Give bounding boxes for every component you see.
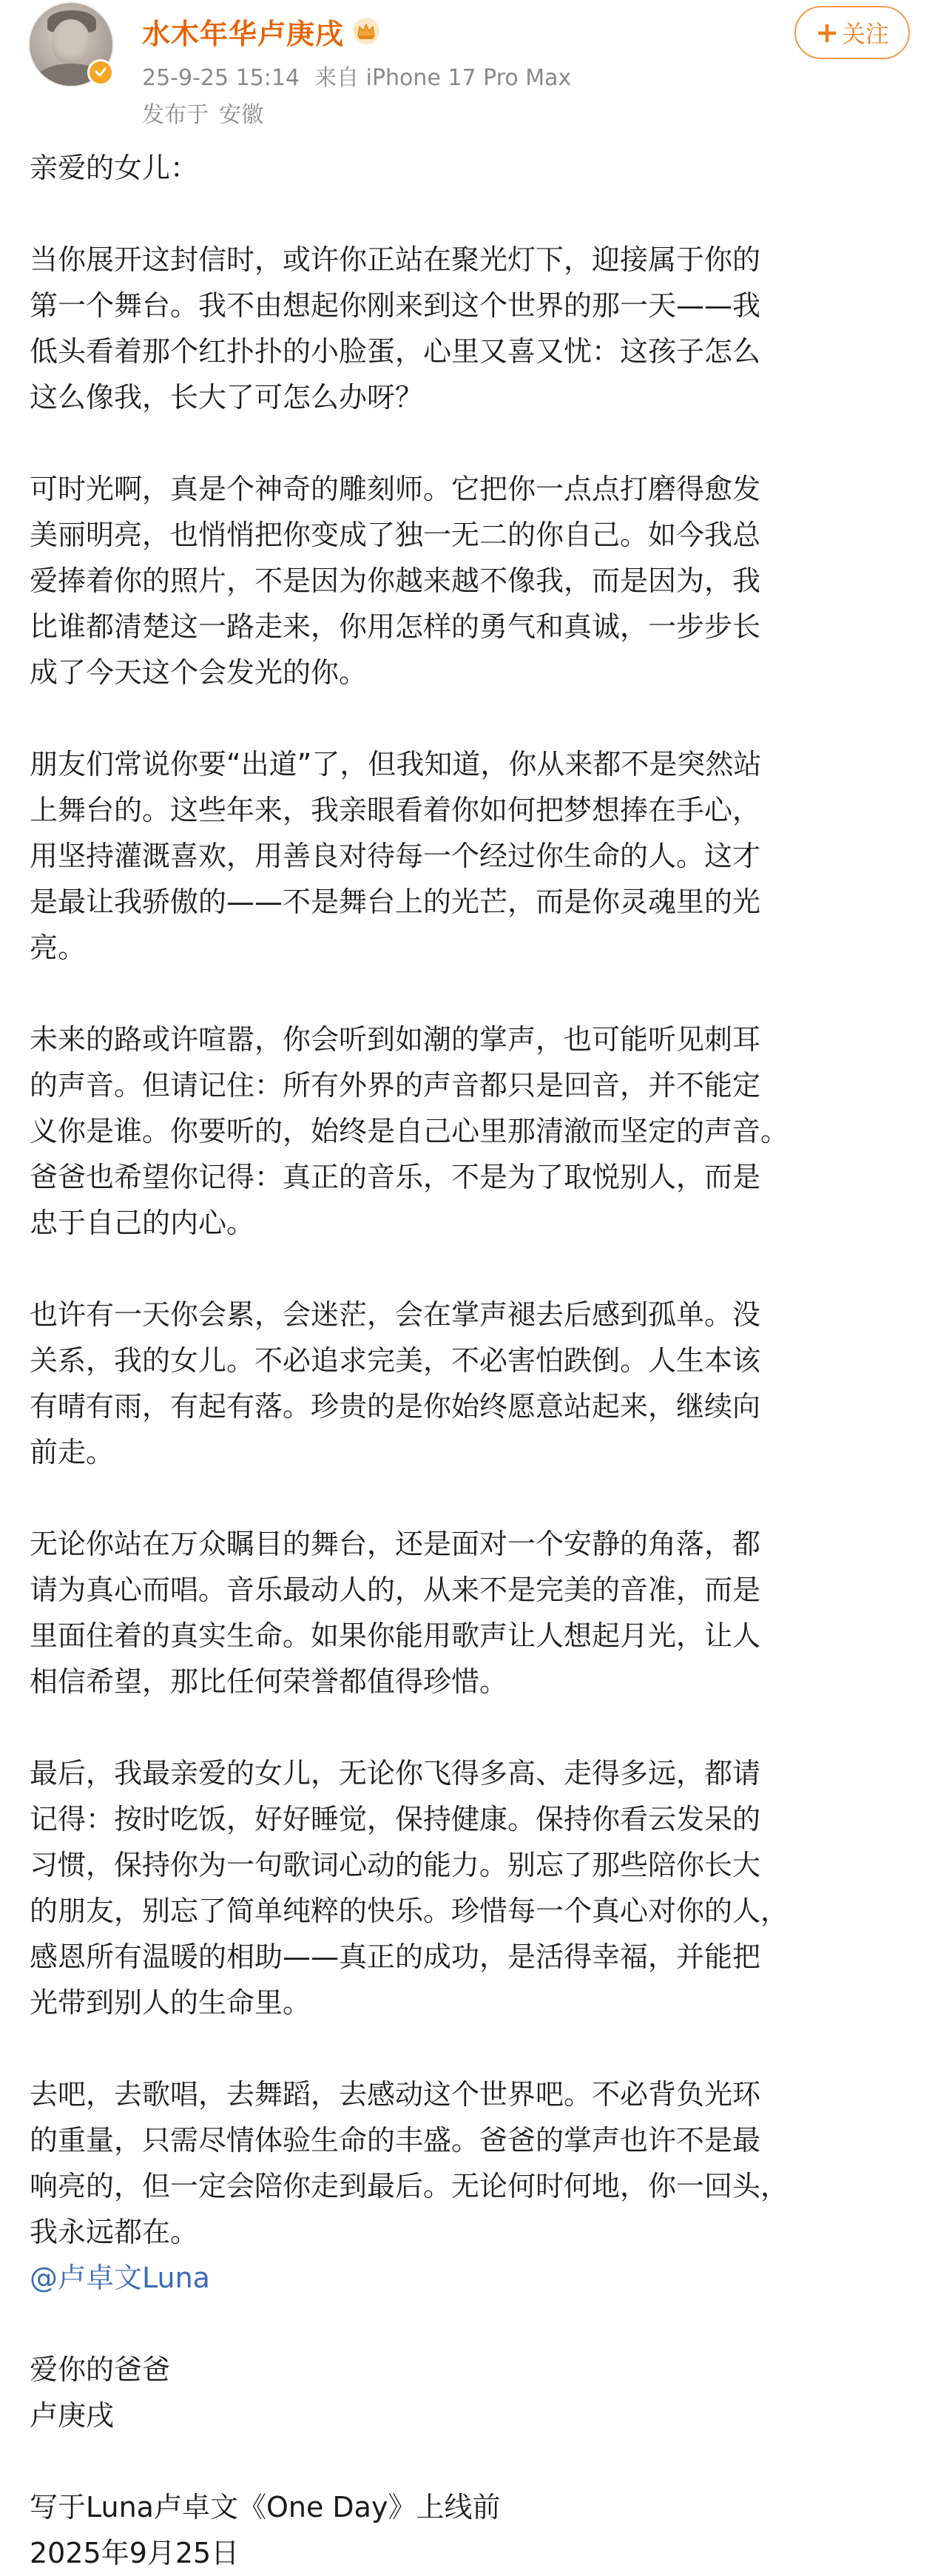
mention-link[interactable]: @卢卓文Luna bbox=[30, 2262, 210, 2294]
post-location bbox=[142, 96, 274, 129]
paragraph: 未来的路或许喧嚣，你会听到如潮的掌声，也可能听见刺耳 的声音。但请记住：所有外界的声音都只是回音，并不能定 义你是谁。你要听的，始终是自己心里那清澈而坚定的声音。 爸爸也希望你记得：真正的音乐，不是为了取悦别人，而是 忠于自己的内心。 bbox=[30, 1023, 789, 1239]
paragraph: 当你展开这封信时，或许你正站在聚光灯下，迎接属于你的 第一个舞台。我不由想起你刚来到这个世界的那一天——我 低头看着那个红扑扑的小脸蛋，心里又喜又忧：这孩子怎么 这么像我，长大了可怎么办呀？ bbox=[30, 243, 761, 414]
greeting: 亲爱的女儿： bbox=[30, 152, 199, 184]
post-device: 来自 iPhone 17 Pro Max bbox=[314, 65, 572, 91]
plus-icon: + bbox=[815, 16, 839, 49]
sign-off-line: 爱你的爸爸 bbox=[30, 2353, 171, 2386]
crown-icon bbox=[351, 16, 381, 46]
footer-date: 2025年9月25日 bbox=[30, 2537, 240, 2569]
post-content bbox=[30, 145, 910, 2576]
location-value: 安徽 bbox=[219, 102, 263, 128]
paragraph: 也许有一天你会累，会迷茫，会在掌声褪去后感到孤单。没 关系，我的女儿。不必追求完美，不必害怕跌倒。人生本该 有晴有雨，有起有落。珍贵的是你始终愿意站起来，继续向 前走。 bbox=[30, 1298, 761, 1469]
paragraph: 朋友们常说你要“出道”了，但我知道，你从来都不是突然站 上舞台的。这些年来，我亲眼看着你如何把梦想捧在手心， 用坚持灌溉喜欢，用善良对待每一个经过你生命的人。这才 是最让我骄傲的——不是舞台上的光芒，而是你灵魂里的光 亮。 bbox=[30, 748, 762, 964]
paragraph: 无论你站在万众瞩目的舞台，还是面对一个安静的角落，都 请为真心而唱。音乐最动人的，从来不是完美的音准，而是 里面住着的真实生命。如果你能用歌声让人想起月光，让人 相信希望，那比任何荣誉都值得珍惜。 bbox=[30, 1528, 761, 1698]
post-time: 25-9-25 15:14 bbox=[142, 65, 300, 91]
paragraph: 最后，我最亲爱的女儿，无论你飞得多高、走得多远，都请 记得：按时吃饭，好好睡觉，保持健康。保持你看云发呆的 习惯，保持你为一句歌词心动的能力。别忘了那些陪你长大 的朋友，别忘了简单纯粹的快乐。珍惜每一个真心对你的人， 感恩所有温暖的相助——真正的成功，是活得幸福，并能把 光带到别人的生命里。 bbox=[30, 1757, 789, 2019]
avatar[interactable] bbox=[28, 1, 114, 87]
verified-badge-icon bbox=[87, 59, 114, 86]
username[interactable]: 水木年华卢庚戌 bbox=[142, 17, 345, 50]
location-prefix: 发布于 bbox=[142, 102, 209, 128]
follow-label: 关注 bbox=[841, 20, 889, 48]
follow-button[interactable] bbox=[794, 6, 910, 59]
footer-note: 写于Luna卢卓文《One Day》上线前 bbox=[30, 2491, 501, 2523]
username-row bbox=[142, 9, 381, 53]
post-header bbox=[0, 0, 935, 141]
paragraph: 去吧，去歌唱，去舞蹈，去感动这个世界吧。不必背负光环 的重量，只需尽情体验生命的丰盛。爸爸的掌声也许不是最 响亮的，但一定会陪你走到最后。无论何时何地，你一回头， 我永远都在。 bbox=[30, 2078, 789, 2248]
post-meta bbox=[142, 59, 586, 92]
signature-name: 卢庚戌 bbox=[30, 2399, 115, 2432]
paragraph: 可时光啊，真是个神奇的雕刻师。它把你一点点打磨得愈发 美丽明亮，也悄悄把你变成了独一无二的你自己。如今我总 爱捧着你的照片，不是因为你越来越不像我，而是因为，我 比谁都清楚这一路走来，你用怎样的勇气和真诚，一步步长 成了今天这个会发光的你。 bbox=[30, 473, 761, 689]
